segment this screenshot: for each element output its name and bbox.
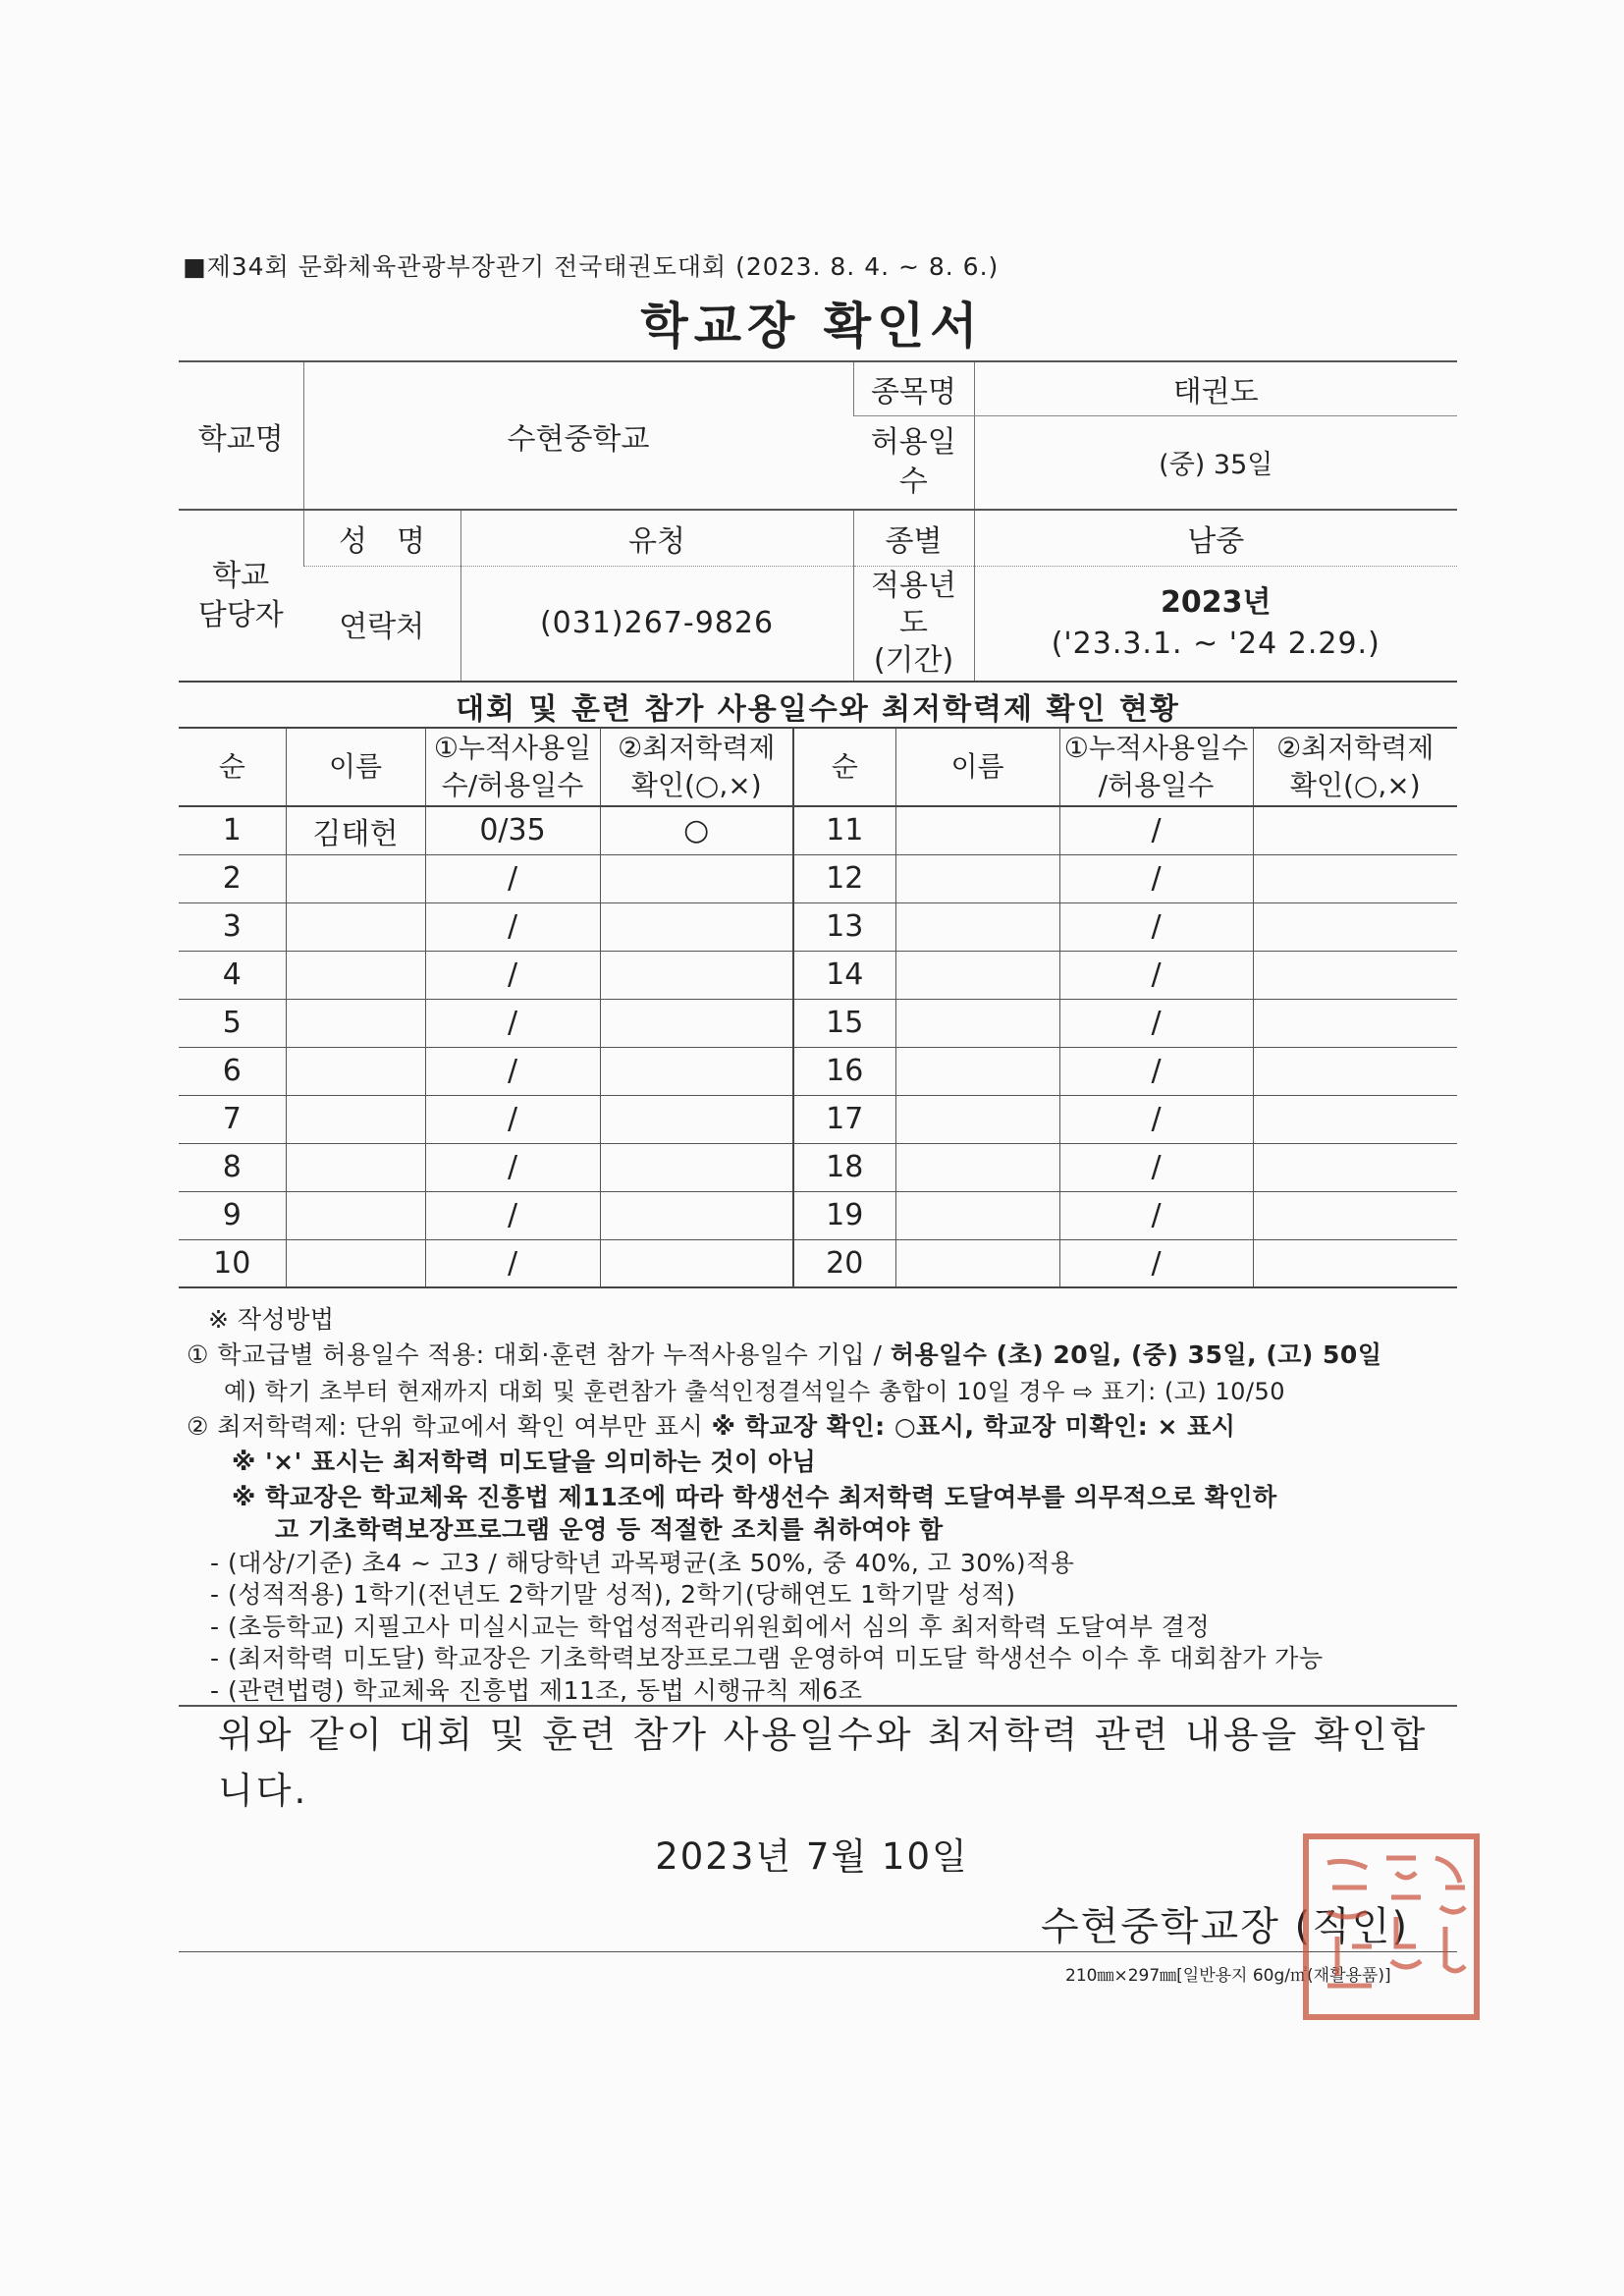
note-2-text: ② 최저학력제: 단위 학교에서 확인 여부만 표시 bbox=[187, 1412, 712, 1441]
row-days-right: / bbox=[1059, 999, 1253, 1047]
row-name-right bbox=[895, 1239, 1059, 1287]
table-row bbox=[179, 1095, 1457, 1143]
name-value: 유청 bbox=[460, 510, 853, 566]
row-name-right bbox=[895, 1047, 1059, 1095]
row-days-left: / bbox=[425, 951, 600, 999]
contact-label: 연락처 bbox=[303, 566, 460, 682]
manager-label bbox=[179, 510, 303, 682]
school-value: 수현중학교 bbox=[303, 361, 853, 510]
row-days-right: / bbox=[1059, 1047, 1253, 1095]
event-header: ■제34회 문화체육관광부장관기 전국태권도대회 (2023. 8. 4. ~ 8. 6.) bbox=[183, 252, 1000, 281]
table-row bbox=[179, 1143, 1457, 1191]
row-no-left: 10 bbox=[179, 1239, 286, 1287]
note-3: ※ '×' 표시는 최저학력 미도달을 의미하는 것이 아님 bbox=[232, 1448, 817, 1476]
header-check-right-line2: 확인(○,×) bbox=[1289, 769, 1421, 801]
row-check-right bbox=[1253, 1239, 1457, 1287]
row-name-right bbox=[895, 854, 1059, 902]
row-check-left bbox=[600, 902, 793, 951]
year-value-period: ('23.3.1. ~ '24 2.29.) bbox=[1051, 626, 1380, 661]
header-name-left: 이름 bbox=[286, 728, 425, 806]
table-row bbox=[179, 1239, 1457, 1287]
row-check-left bbox=[600, 1191, 793, 1239]
row-days-right: / bbox=[1059, 1143, 1253, 1191]
table-row bbox=[179, 806, 1457, 854]
table-row bbox=[179, 999, 1457, 1047]
table-row bbox=[179, 1191, 1457, 1239]
name-label: 성 명 bbox=[303, 510, 460, 566]
row-no-right: 12 bbox=[793, 854, 895, 902]
manager-label-line1: 학교 bbox=[212, 558, 270, 593]
row-no-right: 17 bbox=[793, 1095, 895, 1143]
row-no-left: 6 bbox=[179, 1047, 286, 1095]
signer-name: 수현중학교장 (직인) bbox=[1041, 1904, 1410, 1949]
event-value: 태권도 bbox=[974, 361, 1457, 415]
detail-4: - (최저학력 미도달) 학교장은 기초학력보장프로그램 운영하여 미도달 학생선수 이수 후 대회참가 가능 bbox=[210, 1644, 1324, 1672]
note-1-example: 예) 학기 초부터 현재까지 대회 및 훈련참가 출석인정결석일수 총합이 10일 경우 ⇨ 표기: (고) 10/50 bbox=[224, 1378, 1286, 1405]
row-name-left bbox=[286, 1047, 425, 1095]
row-days-right: / bbox=[1059, 1095, 1253, 1143]
gender-value: 남중 bbox=[974, 510, 1457, 566]
row-days-right: / bbox=[1059, 1239, 1253, 1287]
row-days-left: / bbox=[425, 854, 600, 902]
row-days-left: / bbox=[425, 1143, 600, 1191]
official-seal-stamp bbox=[1298, 1829, 1485, 2025]
row-no-right: 14 bbox=[793, 951, 895, 999]
row-name-right bbox=[895, 902, 1059, 951]
row-name-right bbox=[895, 999, 1059, 1047]
row-no-left: 1 bbox=[179, 806, 286, 854]
table-row bbox=[179, 951, 1457, 999]
detail-3: - (초등학교) 지필고사 미실시교는 학업성적관리위원회에서 심의 후 최저학력 도달여부 결정 bbox=[210, 1613, 1211, 1641]
row-check-left bbox=[600, 1095, 793, 1143]
status-table bbox=[179, 727, 1457, 1288]
row-check-left bbox=[600, 1239, 793, 1287]
allowed-days-label bbox=[853, 415, 974, 510]
row-name-right bbox=[895, 806, 1059, 854]
contact-value: (031)267-9826 bbox=[460, 566, 853, 682]
row-days-left: / bbox=[425, 1191, 600, 1239]
header-days-left-line2: 수/허용일수 bbox=[441, 769, 584, 801]
status-title: 대회 및 훈련 참가 사용일수와 최저학력제 확인 현황 bbox=[456, 692, 1180, 727]
row-days-left: / bbox=[425, 902, 600, 951]
row-days-right: / bbox=[1059, 951, 1253, 999]
row-check-right bbox=[1253, 806, 1457, 854]
row-no-left: 9 bbox=[179, 1191, 286, 1239]
row-check-right bbox=[1253, 1143, 1457, 1191]
event-label: 종목명 bbox=[853, 361, 974, 415]
row-name-right bbox=[895, 1191, 1059, 1239]
status-rows bbox=[179, 806, 1457, 1287]
year-label bbox=[853, 566, 974, 682]
notes-heading: ※ 작성방법 bbox=[208, 1305, 335, 1334]
school-label: 학교명 bbox=[179, 361, 303, 510]
row-check-left bbox=[600, 1047, 793, 1095]
header-check-left bbox=[600, 728, 793, 806]
header-name-right: 이름 bbox=[895, 728, 1059, 806]
header-days-right bbox=[1059, 728, 1253, 806]
row-no-left: 7 bbox=[179, 1095, 286, 1143]
note-1-text: ① 학교급별 허용일수 적용: 대회·훈련 참가 누적사용일수 기입 / bbox=[187, 1340, 891, 1369]
allowed-days-label-line2: 수 bbox=[898, 464, 928, 499]
row-days-right: / bbox=[1059, 854, 1253, 902]
detail-2: - (성적적용) 1학기(전년도 2학기말 성적), 2학기(당해연도 1학기말 성적) bbox=[210, 1580, 1016, 1609]
row-no-left: 4 bbox=[179, 951, 286, 999]
row-name-left bbox=[286, 999, 425, 1047]
row-days-left: / bbox=[425, 1239, 600, 1287]
row-days-left: 0/35 bbox=[425, 806, 600, 854]
row-check-right bbox=[1253, 1047, 1457, 1095]
note-1-bold: 허용일수 (초) 20일, (중) 35일, (고) 50일 bbox=[890, 1340, 1382, 1369]
note-1 bbox=[187, 1336, 1381, 1371]
row-name-left bbox=[286, 1239, 425, 1287]
header-days-left bbox=[425, 728, 600, 806]
allowed-days-value: (중) 35일 bbox=[974, 415, 1457, 510]
row-name-left bbox=[286, 902, 425, 951]
header-check-right bbox=[1253, 728, 1457, 806]
header-days-right-line2: /허용일수 bbox=[1098, 769, 1215, 801]
note-4-line2: 고 기초학력보장프로그램 운영 등 적절한 조치를 취하여야 함 bbox=[275, 1515, 944, 1544]
table-row bbox=[179, 854, 1457, 902]
row-name-left bbox=[286, 951, 425, 999]
header-check-right-line1: ②최저학력제 bbox=[1276, 732, 1435, 764]
header-check-left-line2: 확인(○,×) bbox=[630, 769, 762, 801]
row-no-right: 11 bbox=[793, 806, 895, 854]
note-2 bbox=[187, 1407, 1235, 1443]
gender-label: 종별 bbox=[853, 510, 974, 566]
row-no-right: 19 bbox=[793, 1191, 895, 1239]
table-row bbox=[179, 902, 1457, 951]
row-check-left bbox=[600, 854, 793, 902]
header-days-right-line1: ①누적사용일수 bbox=[1063, 732, 1249, 764]
row-days-left: / bbox=[425, 1095, 600, 1143]
manager-label-line2: 담당자 bbox=[197, 597, 284, 632]
paper-spec: 210㎜×297㎜[일반용지 60g/㎡(재활용품)] bbox=[1065, 1966, 1391, 1986]
row-check-right bbox=[1253, 951, 1457, 999]
detail-1: - (대상/기준) 초4 ~ 고3 / 해당학년 과목평균(초 50%, 중 40%, 고 30%)적용 bbox=[210, 1549, 1075, 1577]
row-check-left bbox=[600, 1143, 793, 1191]
document-title: 학교장 확인서 bbox=[640, 298, 984, 355]
row-days-left: / bbox=[425, 999, 600, 1047]
row-days-left: / bbox=[425, 1047, 600, 1095]
note-4-line1: ※ 학교장은 학교체육 진흥법 제11조에 따라 학생선수 최저학력 도달여부를 의무적으로 확인하 bbox=[232, 1483, 1277, 1511]
school-info-table bbox=[179, 360, 1457, 683]
row-name-left bbox=[286, 1095, 425, 1143]
row-days-right: / bbox=[1059, 1191, 1253, 1239]
allowed-days-label-line1: 허용일 bbox=[870, 424, 956, 460]
row-name-left bbox=[286, 854, 425, 902]
year-value-year: 2023년 bbox=[1161, 584, 1272, 620]
confirmation-date: 2023년 7월 10일 bbox=[655, 1835, 969, 1878]
row-no-right: 16 bbox=[793, 1047, 895, 1095]
year-label-line2: 도 bbox=[899, 605, 928, 640]
header-days-left-line1: ①누적사용일 bbox=[433, 732, 592, 764]
row-name-right bbox=[895, 951, 1059, 999]
row-no-right: 13 bbox=[793, 902, 895, 951]
seal-strokes bbox=[1327, 1858, 1465, 1986]
row-no-left: 2 bbox=[179, 854, 286, 902]
row-check-right bbox=[1253, 999, 1457, 1047]
row-name-left bbox=[286, 1191, 425, 1239]
row-name-right bbox=[895, 1143, 1059, 1191]
table-row bbox=[179, 1047, 1457, 1095]
detail-5: - (관련법령) 학교체육 진흥법 제11조, 동법 시행규칙 제6조 bbox=[210, 1676, 863, 1705]
header-check-left-line1: ②최저학력제 bbox=[618, 732, 776, 764]
year-value bbox=[974, 566, 1457, 682]
year-label-line3: (기간) bbox=[873, 642, 954, 678]
row-name-right bbox=[895, 1095, 1059, 1143]
row-no-left: 5 bbox=[179, 999, 286, 1047]
confirmation-text: 위와 같이 대회 및 훈련 참가 사용일수와 최저학력 관련 내용을 확인합니다. bbox=[218, 1714, 1429, 1812]
header-no-left: 순 bbox=[179, 728, 286, 806]
row-check-left bbox=[600, 999, 793, 1047]
row-days-right: / bbox=[1059, 806, 1253, 854]
row-no-right: 20 bbox=[793, 1239, 895, 1287]
row-no-left: 3 bbox=[179, 902, 286, 951]
row-check-left bbox=[600, 951, 793, 999]
row-no-right: 18 bbox=[793, 1143, 895, 1191]
row-no-left: 8 bbox=[179, 1143, 286, 1191]
row-check-right bbox=[1253, 1095, 1457, 1143]
row-name-left: 김태헌 bbox=[286, 806, 425, 854]
header-no-right: 순 bbox=[793, 728, 895, 806]
row-name-left bbox=[286, 1143, 425, 1191]
row-check-right bbox=[1253, 1191, 1457, 1239]
row-days-right: / bbox=[1059, 902, 1253, 951]
signature-divider bbox=[179, 1951, 1457, 1952]
row-no-right: 15 bbox=[793, 999, 895, 1047]
year-label-line1: 적용년 bbox=[871, 568, 956, 603]
row-check-right bbox=[1253, 902, 1457, 951]
row-check-right bbox=[1253, 854, 1457, 902]
note-2-bold: ※ 학교장 확인: ○표시, 학교장 미확인: × 표시 bbox=[711, 1412, 1236, 1441]
row-check-left: ○ bbox=[600, 806, 793, 854]
